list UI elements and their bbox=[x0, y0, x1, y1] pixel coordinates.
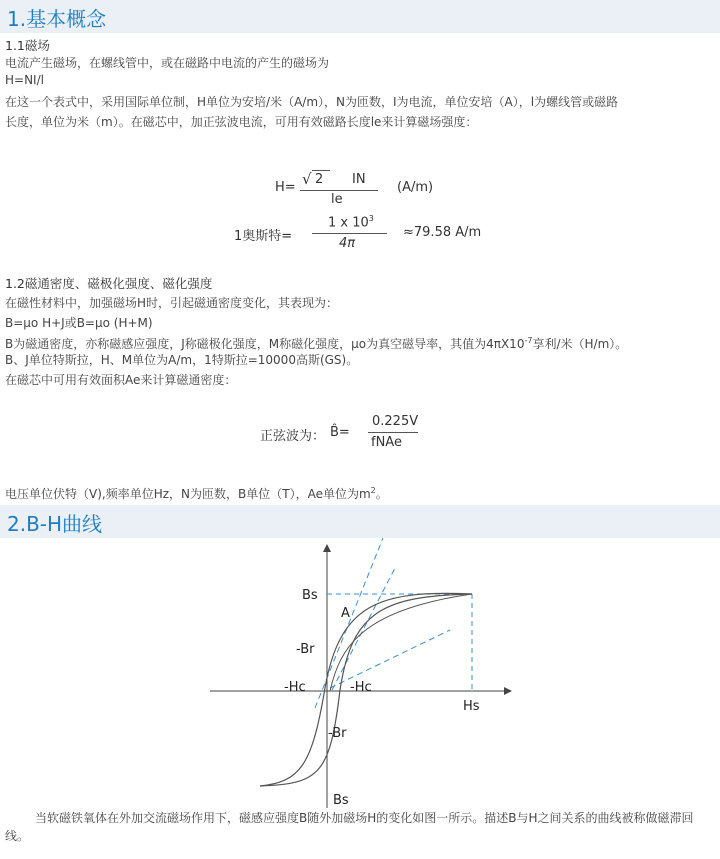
paragraph-line: 在磁性材料中，加强磁场H时，引起磁通密度变化，其表现为： bbox=[5, 296, 339, 310]
subsection-heading-flux-density: 1.2磁通密度、磁极化强度、磁化强度 bbox=[5, 276, 213, 291]
sqrt-symbol: √ bbox=[302, 170, 312, 188]
label-neg-br-top: -Br bbox=[296, 642, 315, 657]
paragraph-line: H=NI/l bbox=[5, 73, 44, 87]
label-bs-top: Bs bbox=[302, 588, 318, 603]
bh-curve-caption: 当软磁铁氧体在外加交流磁场作用下，磁感应强度B随外加磁场H的变化如图一所示。描述B与H之间关系的曲线被称做磁滞回线。 bbox=[5, 811, 694, 843]
paragraph-line: B为磁通密度，亦称磁感应强度，J称磁极化强度，M称磁化强度，μo为真空磁导率，其值为$4\pi X10^{-7}$享利/米（H/m）。 bbox=[5, 336, 628, 351]
section-title: 2.B-H曲线 bbox=[7, 512, 103, 536]
label-a: A bbox=[341, 606, 350, 621]
paragraph-line-units: 电压单位伏特（V),频率单位Hz，N为匝数，B单位（T），Ae单位为$m^2$。 bbox=[5, 486, 388, 501]
label-neg-hc-left: -Hc bbox=[284, 680, 306, 695]
dashed-line-steep bbox=[315, 538, 383, 708]
initial-magnetization-curve bbox=[330, 594, 472, 691]
paragraph-line: B、J单位特斯拉，H、M单位为A/m，1特斯拉=10000高斯(GS)。 bbox=[5, 353, 359, 367]
fraction-bar bbox=[300, 190, 378, 191]
label-neg-br-bottom: -Br bbox=[328, 726, 347, 741]
paragraph-line: 在这一个表式中，采用国际单位制，H单位为安培/米（A/m），N为匝数，I为电流，单位安培（A），l为螺线管或磁路 bbox=[5, 95, 619, 109]
section-header-basic-concepts bbox=[0, 0, 720, 33]
fraction-bar bbox=[312, 233, 387, 234]
paragraph-line: 长度，单位为米（m）。在磁芯中，加正弦波电流，可用有效磁路长度le来计算磁场强度： bbox=[5, 115, 478, 129]
label-bs-bottom: Bs bbox=[333, 793, 349, 808]
subsection-heading-magnetic-field: 1.1磁场 bbox=[5, 38, 50, 53]
paragraph-line: B=μo H+J或B=μo (H+M) bbox=[5, 316, 153, 330]
paragraph-line: 在磁芯中可用有效面积Ae来计算磁通密度： bbox=[5, 373, 237, 387]
label-hs: Hs bbox=[463, 699, 480, 714]
section-title: 1.基本概念 bbox=[7, 7, 107, 31]
paragraph-line: 电流产生磁场，在螺线管中，或在磁路中电流的产生的磁场为 bbox=[5, 56, 330, 70]
label-neg-hc-right: -Hc bbox=[350, 680, 372, 695]
section-header-bh-curve bbox=[0, 505, 720, 538]
bh-hysteresis-diagram bbox=[0, 538, 720, 818]
fraction-bar bbox=[368, 432, 418, 433]
